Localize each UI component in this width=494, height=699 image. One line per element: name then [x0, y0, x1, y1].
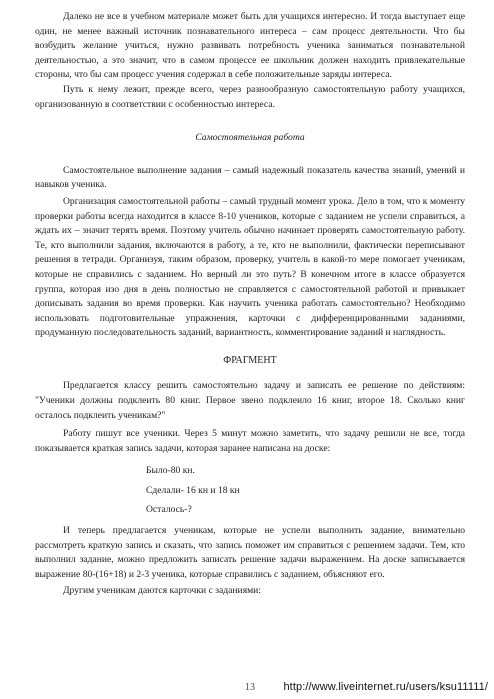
section-paragraph-1: Самостоятельное выполнение задания – самый надежный показатель качества знаний, умений и навыков ученика. — [35, 164, 465, 191]
watermark: http://www.liveinternet.ru/users/ksu11111/ — [283, 681, 488, 693]
short-record-line-1: Было-80 кн. — [146, 465, 195, 477]
fragment-paragraph-1: Предлагается классу решить самостоятельно задачу и записать ее решение по действиям: "Ученики должны подклеить 80 книг. Первое звено подклеило 16 книг, второе 18. Сколько книг осталось подклеить ученикам?" — [35, 380, 465, 421]
closing-paragraph-2: Другим ученикам даются карточки с заданиями: — [63, 585, 261, 597]
intro-paragraph-1: Далеко не все в учебном материале может быть для учащихся интересно. И тогда выступает еще один, не менее важный источник познавательного интереса – сам процесс деятельности. Что бы возбудить желание учиться, нужно развивать потребность ученика заниматься познавательной деятельностью, а это значит, что в самом процессе ее школьник должен находить привлекательные стороны, что бы сам процесс учения содержал в себе положительные заряды интереса. — [35, 11, 465, 81]
short-record-line-2: Сделали- 16 кн и 18 кн — [146, 484, 240, 496]
page-footer — [0, 679, 494, 699]
section-title: Самостоятельная работа — [195, 132, 305, 144]
short-record — [35, 461, 465, 520]
intro-paragraph-2: Путь к нему лежит, прежде всего, через разнообразную самостоятельную работу учащихся, организованную в соответствии с особенностью интереса. — [35, 83, 465, 110]
section-paragraph-2: Организация самостоятельной работы – самый трудный момент урока. Дело в том, что к моменту проверки работы всегда находится в классе 8-10 учеников, которые с заданием не успели справиться, а ждать их – значит терять время. Поэтому учитель обычно начинает проверять самостоятельную работу. Те, кто выполнили задания, включаются в работу, а те, кто не выполнили, фактически переписывают решения в тетради. Организуя, таким образом, проверку, учитель в какой-то мере помогает ученикам, которые не справились с заданием. Но верный ли это путь? В конечном итоге в классе образуется группа, которая изо дня в день полностью не справляется с самостоятельной работой и привыкает дописывать задания во время проверки. Как научить ученика работать самостоятельно? Необходимо использовать подготовительные упражнения, карточки с дифференцированными заданиями, продуманную последовательность заданий, вариантность, комментирование заданий и наглядность. — [35, 195, 465, 339]
fragment-title: ФРАГМЕНТ — [223, 354, 277, 366]
page-number: 13 — [245, 682, 255, 693]
document-page — [35, 10, 465, 599]
closing-paragraph-1: И теперь предлагается ученикам, которые не успели выполнить задание, внимательно рассмотреть краткую запись и сказать, что запись поможет им справиться с решением задачи. Тем, кто выполнил задание, можно предложить записать решение задачи выражением. На доске записывается выражение 80-(16+18) и 2-3 ученика, которые справились с заданием, объясняют его. — [35, 524, 465, 580]
fragment-paragraph-2: Работу пишут все ученики. Через 5 минут можно заметить, что задачу решили не все, тогда показывается краткая запись задачи, которая заранее написана на доске: — [35, 428, 465, 454]
short-record-line-3: Осталось-? — [146, 504, 192, 516]
